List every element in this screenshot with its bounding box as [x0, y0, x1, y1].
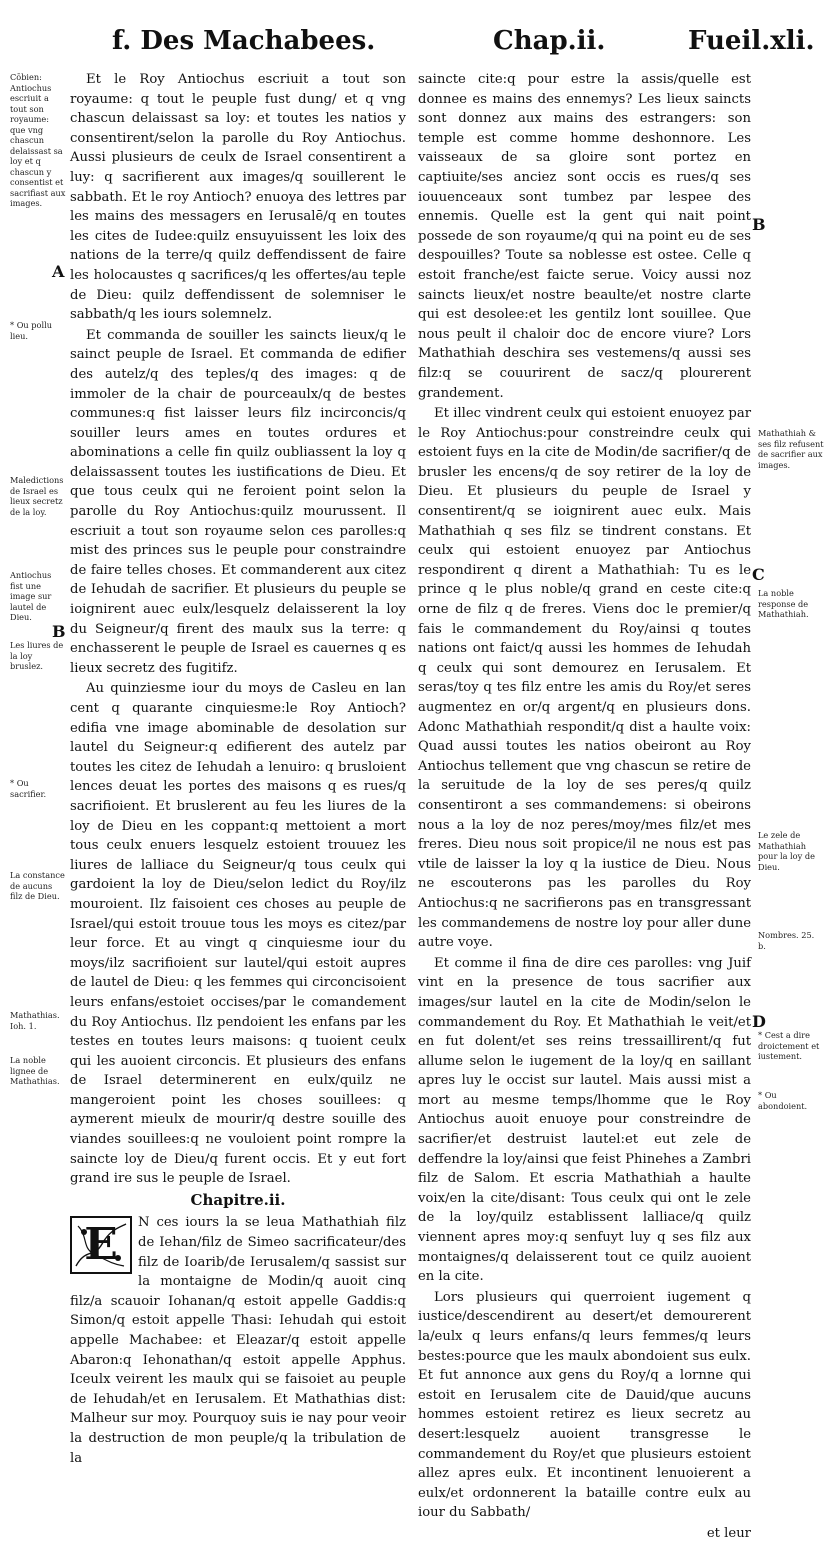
running-header	[0, 20, 827, 60]
text-column-right	[418, 70, 751, 1545]
chapter-heading: Chapitre.ii.	[190, 1190, 286, 1209]
margin-letter-right-2: C	[752, 565, 765, 584]
paragraph: Lors plusieurs qui querroient iugement q iustice/descendirent au desert/et demourerent la/eulx q leurs enfans/q leurs femmes/q leurs bestes:pource que les maulx abondoient sus eulx. Et fut annonce aux gens du Roy/q a lornne qui estoit en Ierusalem cite de Dauid/que aucuns hommes estoient retirez es lieux secretz au desert:lesquelz auoient transgresse le commandement du Roy/et que plusieurs estoient allez apres eulx. Et incontinent lenuoierent a eulx/et ordonnerent la bataille contre eulx au iour du Sabbath/	[418, 1289, 751, 1521]
margin-note-left-9: La noble lignee de Mathathias.	[10, 1055, 60, 1086]
margin-note-right-5: * Cest a dire droictement et iustement.	[758, 1030, 820, 1061]
margin-note-right-4: Nombres. 25. b.	[758, 930, 815, 951]
paragraph: Et comme il fina de dire ces parolles: vng Juif vint en la presence de tous sacrifier aux images/sur lautel en la cite de Modin/selon le commandement du Roy. Et Mathathiah le veit/et en fut dolent/et ses reins tressaillirent/q fut allume selon le iugement de la loy/q en saillant apres luy le occist sur lautel. Mais aussi mist a mort au mesme temps/lhomme que le Roy Antiochus auoit enuoye pour constreindre de sacrifier/et destruist lautel:et eut zele de deffendre la loy/ainsi que feist Phinehes a Zambri filz de Salom. Et escria Mathathiah a haulte voix/en la cite/disant: Tous ceulx qui ont le zele de la loy/quilz establissent lalliace/q quilz viennent apres moy:q senfuyt luy q ses filz aux montaignes/q delaisserent tout ce quilz auoient en la cite.	[418, 955, 751, 1285]
header-book-title: f. Des Machabees.	[112, 26, 376, 56]
margin-note-left-8: Mathathias. Ioh. 1.	[10, 1010, 60, 1031]
header-folio: Fueil.xli.	[688, 26, 815, 56]
dropcap-letter: E	[84, 1219, 118, 1271]
margin-letter-right-1: B	[752, 215, 766, 234]
paragraph: Et illec vindrent ceulx qui estoient enuoyez par le Roy Antiochus:pour constreindre ceulx qui estoient fuys en la cite de Modin/de sacrifier/q de brusler les encens/q de soy retirer de la loy de Dieu. Et plusieurs du peuple de Israel y consentirent/q se ioignirent auec eulx. Mais Mathathiah q ses filz se tindrent constans. Et ceulx qui estoient enuoyez par Antiochus respondirent q dirent a Mathathiah: Tu es le prince q le plus noble/q grand en ceste cite:q orne de filz q de freres. Viens doc le premier/q fais le commandement du Roy/ainsi q toutes nations ont faict/q aussi les hommes de Iehudah q ceulx qui sont demourez en Ierusalem. Et seras/toy q tes filz entre les amis du Roy/et seres augmentez en or/q argent/q en plusieurs dons. Adonc Mathathiah respondit/q dist a haulte voix: Quad aussi toutes les natios obeiront au Roy Antiochus tellement que vng chascun se retire de la seruitude de la loy de ses peres/q quilz consentiront a ses commandemens: si obeirons nous a la loy de noz peres/moy/mes filz/et mes freres. Dieu nous soit propice/il ne nous est pas vtile de laisser la loy q la iustice de Dieu. Nous ne escouterons pas les parolles du Roy Antiochus:q ne sacrifierons pas en transgressant les commandemens de nostre loy pour aller dune autre voye.	[418, 406, 751, 951]
margin-note-left-1: Cōbien: Antiochus escriuit a tout son royaume: que vng chascun delaissast sa loy et q chascun y consentist et sacrifiast aux images.	[10, 72, 66, 208]
header-chapter: Chap.ii.	[493, 26, 606, 56]
margin-note-right-3: Le zele de Mathathiah pour la loy de Dieu.	[758, 830, 815, 872]
margin-note-left-5: Les liures de la loy bruslez.	[10, 640, 64, 671]
catchword: et leur	[706, 1525, 751, 1541]
decorated-initial	[70, 1216, 132, 1274]
margin-letter-left-1: A	[52, 262, 65, 281]
margin-note-left-2: * Ou pollu lieu.	[10, 320, 52, 341]
paragraph: Et commanda de souiller les saincts lieux/q le sainct peuple de Israel. Et commanda de edifier des autelz/q des teples/q des images: q de immoler de la chair de pourceaulx/q de bestes communes:q fist laisser leurs filz incirconcis/q souiller leurs ames en toutes ordures et abominations a celle fin quilz oubliassent la loy q delaissassent toutes les iustifications de Dieu. Et que tous ceulx qui ne feroient point selon la parolle du Roy Antiochus:quilz mourussent. Il escriuit a tout son royaume selon ces parolles:q mist des princes sus le peuple pour constraindre de faire telles choses. Et commanderent aux citez de Iehudah de sacrifier. Et plusieurs du peuple se ioignirent auec eulx/lesquelz delaisserent la loy du Seigneur/q firent des maulx sus la terre: q enchasserent le peuple de Israel es cauernes q es lieux secretz des fugitifz.	[70, 327, 406, 676]
margin-letter-left-2: B	[52, 622, 66, 641]
margin-letter-right-3: D	[752, 1012, 766, 1031]
margin-note-left-4: Antiochus fist une image sur lautel de Dieu.	[10, 570, 52, 622]
margin-note-left-7: La constance de aucuns filz de Dieu.	[10, 870, 65, 901]
text-column-left	[70, 70, 406, 1469]
chapter-paragraph: N ces iours la se leua Mathathiah filz de Iehan/filz de Simeo sacrificateur/des filz de Ioarib/de Ierusalem/q sassist sur la montaigne de Modin/q auoit cinq filz/a scauoir Iohanan/q estoit appelle Gaddis:q Simon/q estoit appelle Thasi: Iehudah qui estoit appelle Machabee: et Eleazar/q estoit appelle Abaron:q Iehonathan/q estoit appelle Apphus. Iceulx veirent les maulx qui se faisoiet au peuple de Iehudah/et en Ierusalem. Et Mathathias dist: Malheur sur moy. Pourquoy suis ie nay pour veoir la destruction de mon peuple/q la tribulation de la	[70, 1215, 406, 1466]
margin-note-right-6: * Ou abondoient.	[758, 1090, 808, 1111]
margin-note-right-2: La noble response de Mathathiah.	[758, 588, 809, 619]
paragraph: Au quinziesme iour du moys de Casleu en lan cent q quarante cinquiesme:le Roy Antioch? edifia vne image abominable de desolation sur lautel du Seigneur:q edifierent des autelz par toutes les citez de Iehudah a lenuiro: q brusloient lences deuat les portes des maisons q es rues/q sacrifioient. Et bruslerent au feu les liures de la loy de Dieu en les coppant:q mettoient a mort tous ceulx enuers lesquelz estoient trouuez les liures de lalliace du Seigneur/q tous ceulx qui gardoient la loy de Dieu/selon ledict du Roy/ilz mouroient. Ilz faisoient ces choses au peuple de Israel/qui estoit trouue tous les moys es citez/par leur force. Et au vingt q cinquiesme iour du moys/ilz sacrifioient sur lautel/qui estoit aupres de lautel de Dieu: q les femmes qui circoncisoient leurs enfans/estoiet occises/par le comandement du Roy Antiochus. Ilz pendoient les enfans par les testes en toutes leurs maisons: q tuoient ceulx qui les auoient circoncis. Et plusieurs des enfans de Israel determinerent en eulx/quilz ne mangeroient point les choses souillees: q aymerent mieulx de mourir/q destre souille des viandes souillees:q ne vouloient point rompre la saincte loy de Dieu/q furent occis. Et y eut fort grand ire sus le peuple de Israel.	[70, 681, 406, 1187]
margin-note-left-6: * Ou sacrifier.	[10, 778, 47, 799]
paragraph: Et le Roy Antiochus escriuit a tout son royaume: q tout le peuple fust dung/ et q vng chascun delaissast sa loy: et toutes les natios y consentirent/selon la parolle du Roy Antiochus. Aussi plusieurs de ceulx de Israel consentirent a luy: q sacrifierent aux images/q souillerent le sabbath. Et le roy Antioch? enuoya des lettres par les mains des messagers en Ierusalē/q en toutes les cites de Iudee:quilz ensuyuissent les loix des nations de la terre/q quilz deffendissent de faire les holocaustes q sacrifices/q les offertes/au teple de Dieu: quilz deffendissent de solemniser le sabbath/q les iours solemnelz.	[70, 72, 406, 323]
margin-note-left-3: Maledictions de Israel es lieux secretz de la loy.	[10, 475, 64, 517]
paragraph: saincte cite:q pour estre la assis/quelle est donnee es mains des ennemys? Les lieux saincts sont donnez aux mains des estrangers: son temple est comme homme deshonnore. Les vaisseaux de sa gloire sont portez en captiuite/ses anciez sont occis es rues/q ses iouuenceaux sont tumbez par lespee des ennemis. Quelle est la gent qui nait point possede de son royaume/q qui na point eu de ses despouilles? Toute sa noblesse est ostee. Celle q estoit franche/est faicte serue. Voicy aussi noz saincts lieux/et nostre beaulte/et nostre clarte qui est desolee:et les gentilz lont souillee. Que nous peult il chaloir doc de encore viure? Lors Mathathiah deschira ses vestemens/q aussi ses filz:q se couurirent de sacz/q plourerent grandement.	[418, 72, 751, 401]
margin-note-right-1: Mathathiah & ses filz refusent de sacrifier aux images.	[758, 428, 824, 470]
